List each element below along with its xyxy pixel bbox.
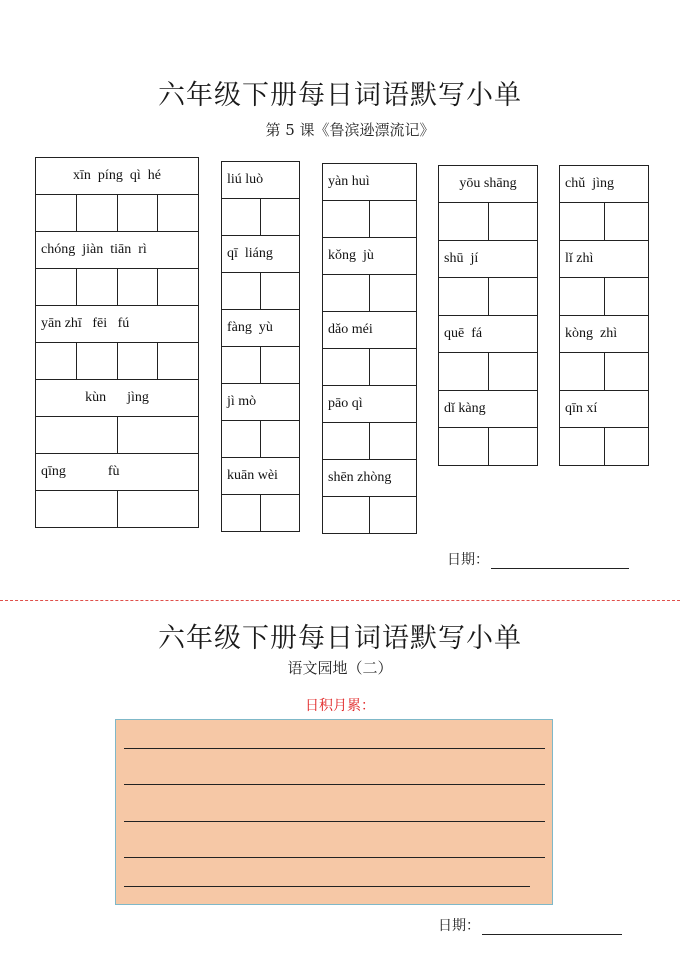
pinyin-label: xīn píng qì hé	[36, 158, 199, 195]
char-write-box[interactable]	[605, 278, 650, 316]
char-write-box[interactable]	[439, 428, 489, 466]
char-write-box[interactable]	[118, 491, 200, 528]
char-write-box[interactable]	[323, 497, 370, 534]
char-write-box[interactable]	[261, 421, 300, 458]
char-box-row	[323, 275, 417, 312]
char-box-row	[439, 278, 538, 316]
writing-line	[124, 748, 545, 749]
char-write-box[interactable]	[560, 353, 605, 391]
pinyin-label: quē fá	[439, 316, 538, 353]
accumulation-label: 日积月累：	[305, 698, 375, 714]
char-write-box[interactable]	[439, 353, 489, 391]
char-box-row	[323, 349, 417, 386]
char-write-box[interactable]	[118, 343, 159, 380]
char-write-box[interactable]	[323, 423, 370, 460]
char-write-box[interactable]	[370, 275, 417, 312]
char-write-box[interactable]	[323, 201, 370, 238]
sheet2-date	[438, 915, 622, 935]
char-write-box[interactable]	[36, 343, 77, 380]
date-write-line[interactable]	[482, 920, 622, 935]
char-box-row	[560, 203, 649, 241]
word-column-5	[559, 165, 649, 466]
sheet1-subtitle: 第 5 课《鲁滨逊漂流记》	[265, 121, 435, 139]
pinyin-label: shēn zhòng	[323, 460, 417, 497]
char-write-box[interactable]	[560, 428, 605, 466]
word-column-4	[438, 165, 538, 466]
pinyin-label: fàng yù	[222, 310, 300, 347]
pinyin-label: pāo qì	[323, 386, 417, 423]
date-label: 日期：	[438, 918, 480, 934]
char-write-box[interactable]	[489, 428, 539, 466]
pinyin-label: yān zhī fēi fú	[36, 306, 199, 343]
pinyin-label: qī liáng	[222, 236, 300, 273]
char-write-box[interactable]	[323, 349, 370, 386]
writing-line	[124, 821, 545, 822]
char-box-row	[323, 423, 417, 460]
sheet2-subtitle: 语文园地（二）	[287, 659, 393, 677]
writing-box[interactable]	[115, 719, 553, 905]
pinyin-label: kùn jìng	[36, 380, 199, 417]
pinyin-label: dǎo méi	[323, 312, 417, 349]
pinyin-label: shū jí	[439, 241, 538, 278]
char-box-row	[323, 497, 417, 534]
char-write-box[interactable]	[261, 495, 300, 532]
char-box-row	[439, 203, 538, 241]
char-box-row	[36, 491, 199, 528]
sheet1-date	[447, 549, 629, 569]
pinyin-label: yàn huì	[323, 164, 417, 201]
pinyin-label: kuān wèi	[222, 458, 300, 495]
date-write-line[interactable]	[491, 554, 629, 569]
char-write-box[interactable]	[118, 195, 159, 232]
word-column-1	[35, 157, 199, 528]
char-write-box[interactable]	[560, 203, 605, 241]
char-box-row	[323, 201, 417, 238]
char-write-box[interactable]	[489, 278, 539, 316]
char-write-box[interactable]	[370, 349, 417, 386]
char-write-box[interactable]	[222, 199, 261, 236]
char-write-box[interactable]	[77, 343, 118, 380]
char-write-box[interactable]	[489, 353, 539, 391]
sheet2-title: 六年级下册每日词语默写小单	[158, 623, 522, 654]
char-write-box[interactable]	[158, 343, 199, 380]
char-write-box[interactable]	[370, 201, 417, 238]
char-write-box[interactable]	[605, 428, 650, 466]
char-box-row	[439, 353, 538, 391]
char-box-row	[36, 417, 199, 454]
pinyin-label: kǒng jù	[323, 238, 417, 275]
cut-divider	[0, 600, 680, 601]
char-write-box[interactable]	[439, 203, 489, 241]
pinyin-label: yōu shāng	[439, 166, 538, 203]
char-box-row	[439, 428, 538, 466]
sheet1-title: 六年级下册每日词语默写小单	[158, 80, 522, 111]
char-write-box[interactable]	[118, 417, 200, 454]
char-write-box[interactable]	[158, 269, 199, 306]
char-box-row	[560, 428, 649, 466]
writing-line	[124, 784, 545, 785]
char-write-box[interactable]	[605, 353, 650, 391]
date-label: 日期：	[447, 552, 489, 568]
char-write-box[interactable]	[158, 195, 199, 232]
pinyin-label: liú luò	[222, 162, 300, 199]
char-write-box[interactable]	[77, 269, 118, 306]
char-write-box[interactable]	[222, 495, 261, 532]
writing-line	[124, 886, 530, 887]
char-box-row	[560, 353, 649, 391]
pinyin-label: jì mò	[222, 384, 300, 421]
char-box-row	[36, 343, 199, 380]
pinyin-label: lǐ zhì	[560, 241, 649, 278]
char-write-box[interactable]	[222, 347, 261, 384]
char-write-box[interactable]	[36, 417, 118, 454]
pinyin-label: qīn xí	[560, 391, 649, 428]
pinyin-label: dǐ kàng	[439, 391, 538, 428]
char-write-box[interactable]	[118, 269, 159, 306]
char-write-box[interactable]	[439, 278, 489, 316]
pinyin-label: chóng jiàn tiān rì	[36, 232, 199, 269]
char-write-box[interactable]	[222, 421, 261, 458]
char-write-box[interactable]	[261, 273, 300, 310]
pinyin-label: chǔ jìng	[560, 166, 649, 203]
char-write-box[interactable]	[370, 423, 417, 460]
char-write-box[interactable]	[77, 195, 118, 232]
char-write-box[interactable]	[222, 273, 261, 310]
char-box-row	[222, 273, 300, 310]
char-write-box[interactable]	[370, 497, 417, 534]
char-write-box[interactable]	[560, 278, 605, 316]
char-box-row	[222, 199, 300, 236]
char-write-box[interactable]	[36, 195, 77, 232]
char-write-box[interactable]	[605, 203, 650, 241]
pinyin-label: kòng zhì	[560, 316, 649, 353]
word-column-2	[221, 161, 300, 532]
char-write-box[interactable]	[261, 347, 300, 384]
char-box-row	[222, 495, 300, 532]
word-column-3	[322, 163, 417, 534]
char-write-box[interactable]	[36, 491, 118, 528]
char-write-box[interactable]	[489, 203, 539, 241]
char-write-box[interactable]	[323, 275, 370, 312]
char-write-box[interactable]	[36, 269, 77, 306]
char-box-row	[560, 278, 649, 316]
char-box-row	[222, 347, 300, 384]
char-write-box[interactable]	[261, 199, 300, 236]
char-box-row	[36, 195, 199, 232]
char-box-row	[36, 269, 199, 306]
writing-line	[124, 857, 545, 858]
char-box-row	[222, 421, 300, 458]
pinyin-label: qīng fù	[36, 454, 199, 491]
